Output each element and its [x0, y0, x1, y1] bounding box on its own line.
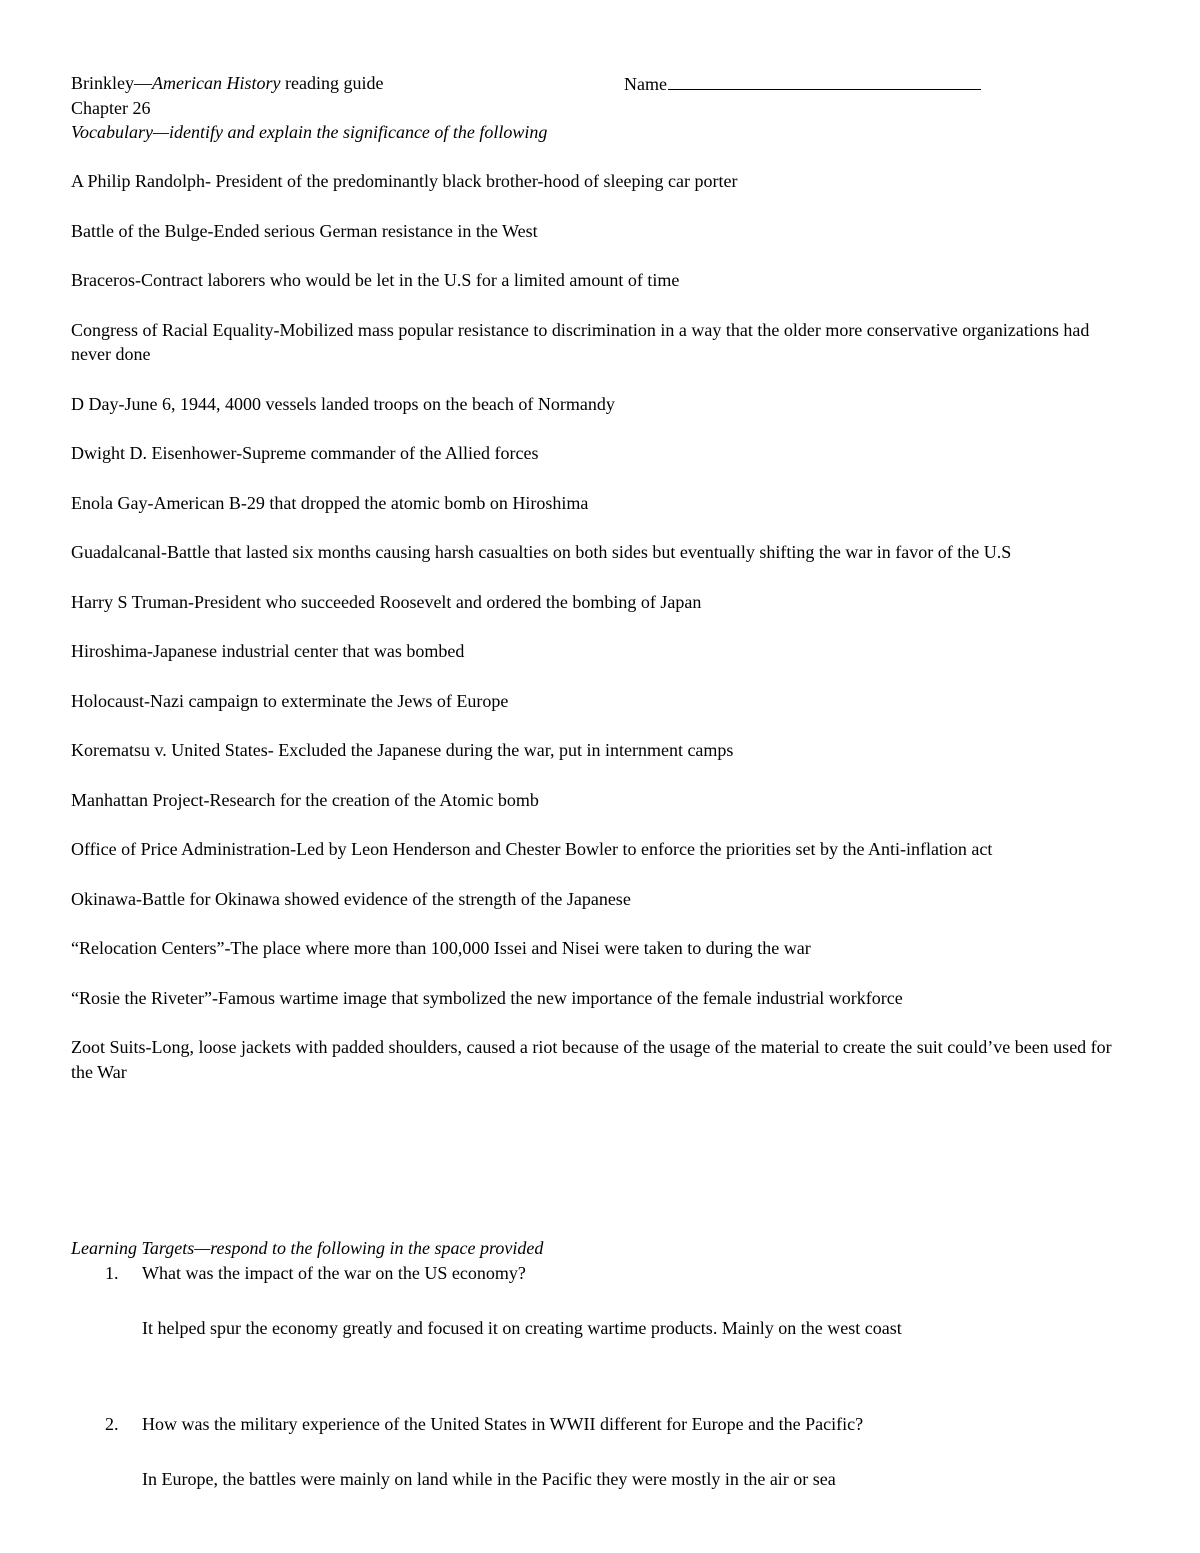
vocab-item: Korematsu v. United States- Excluded the Japanese during the war, put in internment camps: [71, 740, 734, 760]
vocab-item: Hiroshima-Japanese industrial center that was bombed: [71, 641, 465, 661]
learning-targets-list: [71, 1261, 1131, 1492]
target-question: How was the military experience of the United States in WWII different for Europe and the Pacific?: [142, 1413, 864, 1434]
vocab-item: Harry S Truman-President who succeeded Roosevelt and ordered the bombing of Japan: [71, 591, 702, 612]
header-row: [71, 71, 1131, 96]
learning-targets-section: [71, 1236, 1131, 1492]
name-field[interactable]: [624, 71, 981, 97]
vocab-item: Office of Price Administration-Led by Leon Henderson and Chester Bowler to enforce the priorities set by the Anti-inflation act: [71, 839, 993, 859]
guide-title: [71, 71, 383, 96]
chapter-label: Chapter 26: [71, 97, 151, 118]
vocab-item: “Relocation Centers”-The place where more than 100,000 Issei and Nisei were taken to during the war: [71, 938, 811, 958]
vocab-item: Congress of Racial Equality-Mobilized mass popular resistance to discrimination in a way that the older more conservative organizations had never done: [71, 319, 1090, 364]
vocab-item: Okinawa-Battle for Okinawa showed evidence of the strength of the Japanese: [71, 888, 631, 909]
target-number: 2.: [105, 1413, 119, 1434]
name-label: Name: [624, 74, 667, 94]
guide-label: reading guide: [280, 73, 384, 93]
vocab-item: A Philip Randolph- President of the predominantly black brother-hood of sleeping car porter: [71, 171, 738, 191]
author-name: Brinkley—: [71, 73, 152, 93]
vocabulary-list: [71, 169, 1131, 1084]
name-blank-line[interactable]: [668, 71, 981, 90]
learning-targets-heading: Learning Targets—respond to the following in the space provided: [71, 1238, 544, 1258]
target-answer[interactable]: It helped spur the economy greatly and focused it on creating wartime products. Mainly on the west coast: [142, 1318, 902, 1338]
vocab-item: Enola Gay-American B-29 that dropped the atomic bomb on Hiroshima: [71, 492, 589, 513]
vocab-item: Braceros-Contract laborers who would be let in the U.S for a limited amount of time: [71, 270, 680, 290]
document-page: [71, 71, 1131, 1109]
vocab-item: Dwight D. Eisenhower-Supreme commander of the Allied forces: [71, 443, 539, 463]
vocab-item: “Rosie the Riveter”-Famous wartime image that symbolized the new importance of the female industrial workforce: [71, 987, 903, 1008]
vocab-item: Guadalcanal-Battle that lasted six months causing harsh casualties on both sides but eventually shifting the war in favor of the U.S: [71, 542, 1012, 562]
learning-target-item: [71, 1261, 1131, 1341]
vocab-item: Manhattan Project-Research for the creation of the Atomic bomb: [71, 789, 539, 810]
vocab-item: Zoot Suits-Long, loose jackets with padded shoulders, caused a riot because of the usage of the material to create the suit could’ve been used for the War: [71, 1037, 1112, 1082]
book-title: American History: [152, 73, 281, 93]
target-question: What was the impact of the war on the US economy?: [142, 1262, 526, 1283]
learning-target-item: [71, 1412, 1131, 1492]
target-answer[interactable]: In Europe, the battles were mainly on land while in the Pacific they were mostly in the air or sea: [142, 1469, 836, 1489]
vocab-item: D Day-June 6, 1944, 4000 vessels landed troops on the beach of Normandy: [71, 393, 615, 414]
vocab-item: Holocaust-Nazi campaign to exterminate the Jews of Europe: [71, 690, 509, 711]
vocabulary-instruction: Vocabulary—identify and explain the significance of the following: [71, 122, 548, 142]
target-number: 1.: [105, 1262, 119, 1283]
vocab-item: Battle of the Bulge-Ended serious German resistance in the West: [71, 220, 538, 241]
